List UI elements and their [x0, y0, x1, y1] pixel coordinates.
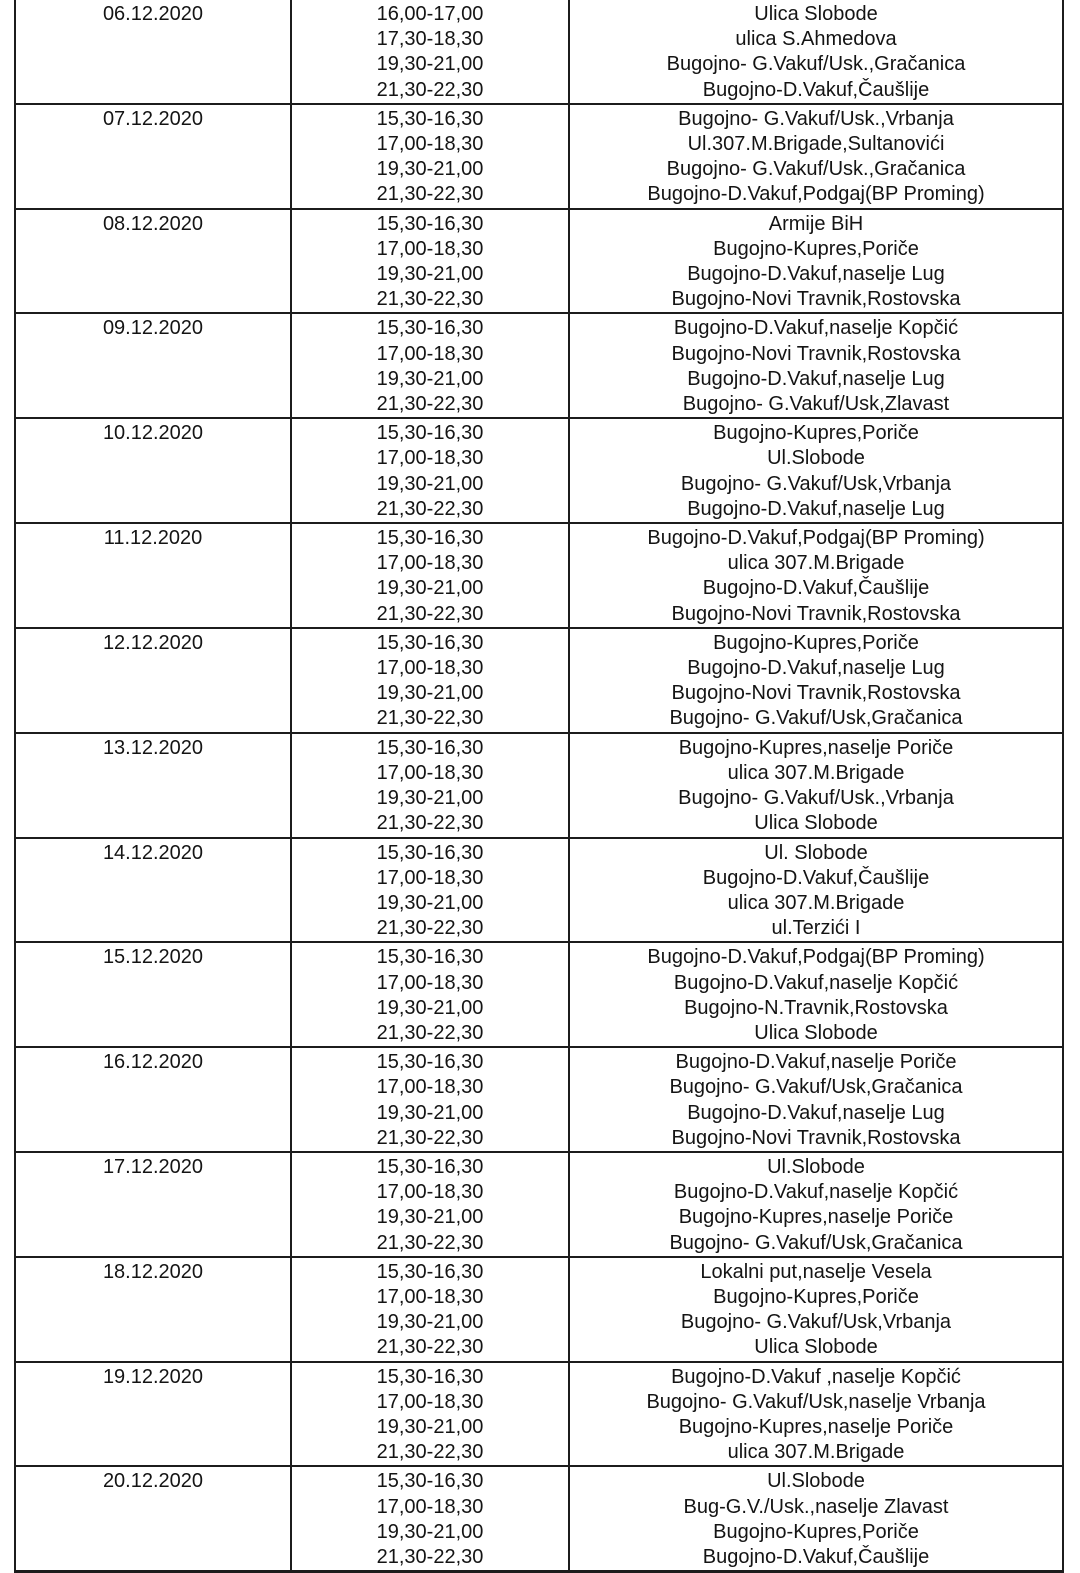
location-label: Bugojno-D.Vakuf,Podgaj(BP Proming) — [647, 946, 985, 969]
date-cell — [15, 942, 291, 1047]
schedule-day-row — [15, 523, 1063, 628]
schedule-table-body — [15, 0, 1063, 1572]
schedule-day-row — [15, 313, 1063, 418]
location-label: Bugojno- G.Vakuf/Usk,Gračanica — [669, 1231, 963, 1254]
date-label: 08.12.2020 — [102, 212, 204, 235]
time-range-label: 19,30-21,00 — [376, 1415, 484, 1438]
date-cell — [15, 104, 291, 209]
location-cell — [569, 1047, 1063, 1152]
location-cell — [569, 838, 1063, 943]
location-label: Ulica Slobode — [754, 3, 878, 25]
time-range-label: 17,00-18,30 — [376, 447, 484, 470]
time-range-label: 19,30-21,00 — [376, 1311, 484, 1334]
time-range-label: 16,00-17,00 — [376, 3, 484, 25]
schedule-table — [14, 0, 1064, 1573]
location-label: ul.Terzići I — [771, 917, 861, 940]
location-cell — [569, 733, 1063, 838]
location-label: Bugojno-D.Vakuf,Podgaj(BP Proming) — [647, 183, 985, 206]
time-range-label: 17,00-18,30 — [376, 1181, 484, 1204]
time-cell — [291, 628, 569, 733]
location-cell — [569, 1362, 1063, 1467]
location-label: Bugojno- G.Vakuf/Usk.,Gračanica — [666, 158, 966, 181]
time-range-label: 15,30-16,30 — [376, 317, 484, 340]
location-label: Bugojno-Kupres,naselje Poriče — [678, 1415, 954, 1438]
date-label: 18.12.2020 — [102, 1260, 204, 1283]
date-cell — [15, 418, 291, 523]
location-label: Ul.Slobode — [767, 1155, 865, 1178]
location-label: ulica 307.M.Brigade — [727, 552, 905, 575]
location-label: ulica 307.M.Brigade — [727, 891, 905, 914]
time-range-label: 21,30-22,30 — [376, 78, 484, 101]
time-range-label: 17,00-18,30 — [376, 342, 484, 365]
location-cell — [569, 523, 1063, 628]
location-label: Bugojno-D.Vakuf,Čaušlije — [702, 1545, 930, 1568]
date-label: 15.12.2020 — [102, 946, 204, 969]
time-range-label: 21,30-22,30 — [376, 1021, 484, 1044]
schedule-day-row — [15, 628, 1063, 733]
date-label: 13.12.2020 — [102, 736, 204, 759]
time-range-label: 21,30-22,30 — [376, 1126, 484, 1149]
date-cell — [15, 733, 291, 838]
time-range-label: 21,30-22,30 — [376, 393, 484, 416]
time-cell — [291, 1257, 569, 1362]
date-cell — [15, 523, 291, 628]
time-range-label: 21,30-22,30 — [376, 707, 484, 730]
time-range-label: 19,30-21,00 — [376, 263, 484, 286]
location-label: Bugojno-D.Vakuf,naselje Lug — [687, 367, 945, 390]
schedule-day-row — [15, 1257, 1063, 1362]
time-range-label: 15,30-16,30 — [376, 1260, 484, 1283]
time-range-label: 17,00-18,30 — [376, 1390, 484, 1413]
schedule-day-row — [15, 0, 1063, 104]
schedule-day-row — [15, 942, 1063, 1047]
time-range-label: 15,30-16,30 — [376, 527, 484, 550]
date-cell — [15, 628, 291, 733]
time-cell — [291, 733, 569, 838]
location-label: Ulica Slobode — [754, 1336, 878, 1359]
time-range-label: 21,30-22,30 — [376, 1441, 484, 1464]
time-range-label: 19,30-21,00 — [376, 891, 484, 914]
location-cell — [569, 104, 1063, 209]
time-cell — [291, 1362, 569, 1467]
location-label: Bugojno-D.Vakuf,naselje Lug — [687, 657, 945, 680]
location-label: Bugojno-D.Vakuf,Čaušlije — [702, 577, 930, 600]
location-label: Lokalni put,naselje Vesela — [700, 1260, 932, 1283]
location-label: Bugojno-D.Vakuf,naselje Lug — [687, 263, 945, 286]
location-label: Bugojno-D.Vakuf,naselje Lug — [687, 497, 945, 520]
location-label: ulica S.Ahmedova — [735, 28, 897, 51]
location-label: Bugojno- G.Vakuf/Usk,Vrbanja — [680, 1311, 952, 1334]
time-range-label: 19,30-21,00 — [376, 472, 484, 495]
schedule-day-row — [15, 1152, 1063, 1257]
time-range-label: 15,30-16,30 — [376, 736, 484, 759]
time-range-label: 21,30-22,30 — [376, 602, 484, 625]
date-cell — [15, 1466, 291, 1571]
time-range-label: 17,00-18,30 — [376, 237, 484, 260]
location-label: Bugojno- G.Vakuf/Usk.,Vrbanja — [678, 787, 954, 810]
time-cell — [291, 1152, 569, 1257]
location-label: Armije BiH — [768, 212, 864, 235]
location-label: Bugojno-D.Vakuf,Čaušlije — [702, 78, 930, 101]
time-range-label: 17,00-18,30 — [376, 1495, 484, 1518]
location-cell — [569, 418, 1063, 523]
time-range-label: 19,30-21,00 — [376, 577, 484, 600]
location-label: Bugojno-D.Vakuf,Podgaj(BP Proming) — [647, 527, 985, 550]
date-cell — [15, 209, 291, 314]
location-label: Bugojno- G.Vakuf/Usk.,Vrbanja — [678, 107, 954, 130]
time-range-label: 17,00-18,30 — [376, 1076, 484, 1099]
time-range-label: 19,30-21,00 — [376, 787, 484, 810]
time-cell — [291, 1466, 569, 1571]
time-range-label: 19,30-21,00 — [376, 1206, 484, 1229]
date-cell — [15, 313, 291, 418]
time-range-label: 21,30-22,30 — [376, 1231, 484, 1254]
location-label: Bugojno-Kupres,naselje Poriče — [678, 736, 954, 759]
time-cell — [291, 418, 569, 523]
time-range-label: 15,30-16,30 — [376, 1051, 484, 1074]
time-cell — [291, 0, 569, 104]
location-label: Bug-G.V./Usk.,naselje Zlavast — [683, 1495, 949, 1518]
location-cell — [569, 0, 1063, 104]
time-range-label: 15,30-16,30 — [376, 946, 484, 969]
date-cell — [15, 1152, 291, 1257]
date-cell — [15, 1047, 291, 1152]
schedule-day-row — [15, 418, 1063, 523]
location-label: Bugojno-Kupres,Poriče — [713, 1520, 919, 1543]
date-label: 12.12.2020 — [102, 631, 204, 654]
time-cell — [291, 942, 569, 1047]
location-label: Bugojno-Kupres,Poriče — [713, 1285, 919, 1308]
time-range-label: 21,30-22,30 — [376, 1545, 484, 1568]
schedule-day-row — [15, 104, 1063, 209]
time-range-label: 19,30-21,00 — [376, 1520, 484, 1543]
date-label: 20.12.2020 — [102, 1470, 204, 1493]
date-label: 14.12.2020 — [102, 841, 204, 864]
schedule-day-row — [15, 838, 1063, 943]
location-label: Bugojno-Novi Travnik,Rostovska — [671, 342, 961, 365]
time-range-label: 15,30-16,30 — [376, 1365, 484, 1388]
time-range-label: 21,30-22,30 — [376, 497, 484, 520]
time-range-label: 17,00-18,30 — [376, 971, 484, 994]
time-range-label: 17,00-18,30 — [376, 133, 484, 156]
schedule-day-row — [15, 1047, 1063, 1152]
location-label: Bugojno-D.Vakuf,naselje Lug — [687, 1101, 945, 1124]
location-label: Bugojno-Kupres,naselje Poriče — [678, 1206, 954, 1229]
time-range-label: 15,30-16,30 — [376, 631, 484, 654]
location-label: Bugojno- G.Vakuf/Usk.,Gračanica — [666, 53, 966, 76]
time-range-label: 21,30-22,30 — [376, 1336, 484, 1359]
location-label: Bugojno-Kupres,Poriče — [713, 422, 919, 445]
location-label: Bugojno-D.Vakuf,naselje Poriče — [675, 1051, 957, 1074]
location-label: Bugojno- G.Vakuf/Usk,naselje Vrbanja — [646, 1390, 986, 1413]
location-label: Ul.Slobode — [767, 1470, 865, 1493]
date-label: 06.12.2020 — [102, 3, 204, 25]
time-range-label: 17,00-18,30 — [376, 552, 484, 575]
location-cell — [569, 628, 1063, 733]
location-label: Bugojno-D.Vakuf ,naselje Kopčić — [671, 1365, 961, 1388]
time-cell — [291, 209, 569, 314]
time-cell — [291, 1047, 569, 1152]
location-label: Ulica Slobode — [754, 1021, 878, 1044]
time-range-label: 21,30-22,30 — [376, 812, 484, 835]
location-label: Bugojno- G.Vakuf/Usk,Vrbanja — [680, 472, 952, 495]
location-cell — [569, 1466, 1063, 1571]
date-label: 09.12.2020 — [102, 317, 204, 340]
time-range-label: 15,30-16,30 — [376, 1470, 484, 1493]
time-range-label: 19,30-21,00 — [376, 53, 484, 76]
location-cell — [569, 1152, 1063, 1257]
schedule-day-row — [15, 733, 1063, 838]
location-cell — [569, 1257, 1063, 1362]
location-label: Ulica Slobode — [754, 812, 878, 835]
time-range-label: 19,30-21,00 — [376, 158, 484, 181]
location-label: Bugojno-Novi Travnik,Rostovska — [671, 1126, 961, 1149]
location-label: Bugojno-D.Vakuf,naselje Kopčić — [673, 1181, 959, 1204]
location-cell — [569, 209, 1063, 314]
location-label: Bugojno- G.Vakuf/Usk,Gračanica — [669, 1076, 963, 1099]
time-cell — [291, 104, 569, 209]
schedule-day-row — [15, 209, 1063, 314]
time-range-label: 17,00-18,30 — [376, 866, 484, 889]
time-range-label: 17,00-18,30 — [376, 1285, 484, 1308]
location-label: Bugojno-N.Travnik,Rostovska — [684, 996, 948, 1019]
time-range-label: 19,30-21,00 — [376, 1101, 484, 1124]
time-cell — [291, 313, 569, 418]
date-label: 10.12.2020 — [102, 422, 204, 445]
date-label: 07.12.2020 — [102, 107, 204, 130]
time-range-label: 21,30-22,30 — [376, 288, 484, 311]
time-range-label: 17,30-18,30 — [376, 28, 484, 51]
location-label: Ul.307.M.Brigade,Sultanovići — [687, 133, 945, 156]
date-label: 17.12.2020 — [102, 1155, 204, 1178]
location-cell — [569, 942, 1063, 1047]
time-range-label: 19,30-21,00 — [376, 682, 484, 705]
location-label: Ul. Slobode — [764, 841, 868, 864]
location-label: Bugojno-Kupres,Poriče — [713, 237, 919, 260]
time-range-label: 17,00-18,30 — [376, 761, 484, 784]
time-range-label: 17,00-18,30 — [376, 657, 484, 680]
time-range-label: 15,30-16,30 — [376, 422, 484, 445]
location-label: ulica 307.M.Brigade — [727, 761, 905, 784]
location-label: ulica 307.M.Brigade — [727, 1441, 905, 1464]
location-label: Bugojno- G.Vakuf/Usk,Gračanica — [669, 707, 963, 730]
location-label: Bugojno-D.Vakuf,naselje Kopčić — [673, 317, 959, 340]
location-label: Bugojno-Novi Travnik,Rostovska — [671, 682, 961, 705]
date-label: 11.12.2020 — [103, 527, 203, 550]
time-range-label: 19,30-21,00 — [376, 996, 484, 1019]
time-range-label: 21,30-22,30 — [376, 917, 484, 940]
location-label: Ul.Slobode — [767, 447, 865, 470]
time-range-label: 15,30-16,30 — [376, 1155, 484, 1178]
date-label: 16.12.2020 — [102, 1051, 204, 1074]
location-label: Bugojno-Kupres,Poriče — [713, 631, 919, 654]
time-cell — [291, 838, 569, 943]
time-range-label: 15,30-16,30 — [376, 841, 484, 864]
date-label: 19.12.2020 — [102, 1365, 204, 1388]
location-label: Bugojno-D.Vakuf,naselje Kopčić — [673, 971, 959, 994]
schedule-day-row — [15, 1466, 1063, 1571]
location-cell — [569, 313, 1063, 418]
time-range-label: 19,30-21,00 — [376, 367, 484, 390]
location-label: Bugojno-Novi Travnik,Rostovska — [671, 602, 961, 625]
location-label: Bugojno-Novi Travnik,Rostovska — [671, 288, 961, 311]
date-cell — [15, 838, 291, 943]
date-cell — [15, 0, 291, 104]
location-label: Bugojno-D.Vakuf,Čaušlije — [702, 866, 930, 889]
time-range-label: 15,30-16,30 — [376, 107, 484, 130]
time-range-label: 21,30-22,30 — [376, 183, 484, 206]
location-label: Bugojno- G.Vakuf/Usk,Zlavast — [682, 393, 950, 416]
schedule-day-row — [15, 1362, 1063, 1467]
time-cell — [291, 523, 569, 628]
date-cell — [15, 1257, 291, 1362]
date-cell — [15, 1362, 291, 1467]
time-range-label: 15,30-16,30 — [376, 212, 484, 235]
